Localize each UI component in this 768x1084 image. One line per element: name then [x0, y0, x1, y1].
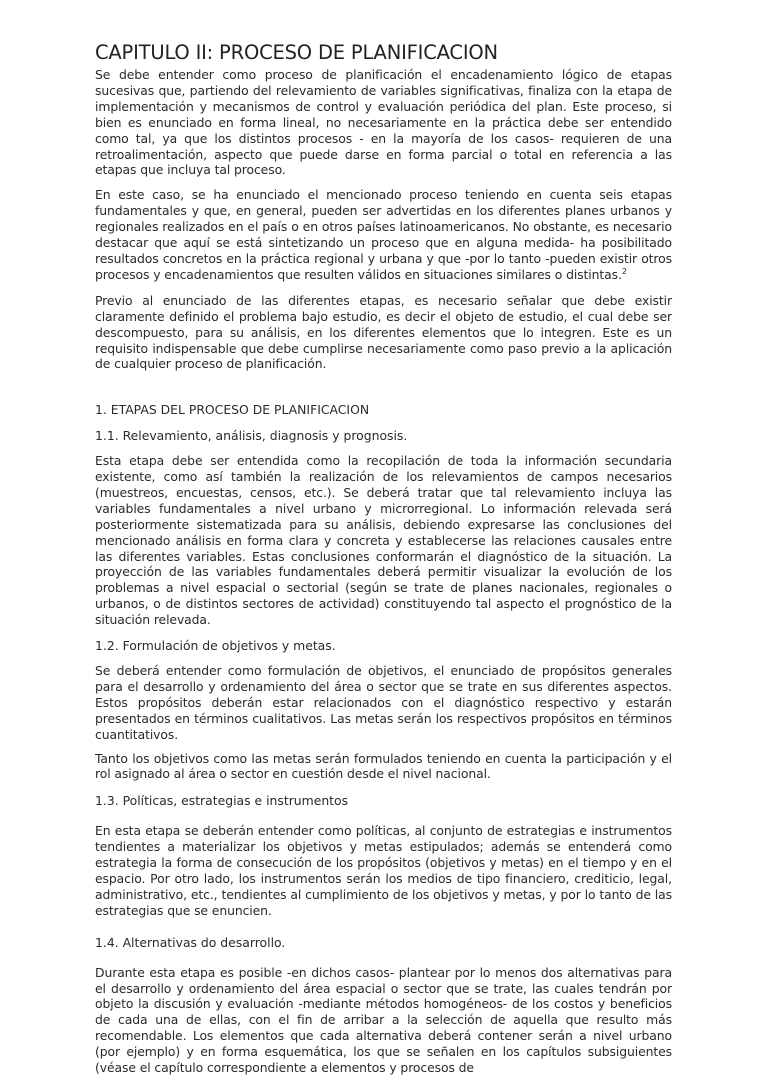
intro-paragraph-1: Se debe entender como proceso de planificación el encadenamiento lógico de etapas sucesivas que, partiendo del relevamiento de variables significativas, finaliza con la etapa de implementación y mecanismos de control y evaluación periódica del plan. Este proceso, si bien es enunciado en forma lineal, no necesariamente en la práctica debe ser entendido como tal, ya que los distintos procesos - en la mayoría de los casos- requieren de una retroalimentación, aspecto que puede darse en forma parcial o total en referencia a las etapas que incluya tal proceso. [95, 67, 672, 178]
footnote-reference: 2 [621, 266, 627, 276]
intro-paragraph-2 [95, 187, 672, 282]
intro-paragraph-2-text: En este caso, se ha enunciado el mencionado proceso teniendo en cuenta seis etapas fundamentales y que, en general, pueden ser advertidas en los diferentes planes urbanos y regionales realizados en el país o en otros países latinoamericanos. No obstante, es necesario destacar que aquí se está sintetizando un proceso que en alguna medida- ha posibilitado resultados concretos en la práctica regional y urbana y que -por lo tanto -pueden existir otros procesos y encadenamientos que resulten válidos en situaciones similares o distintas. [95, 187, 672, 282]
chapter-title: CAPITULO II: PROCESO DE PLANIFICACION [95, 41, 498, 64]
section-heading: 1. ETAPAS DEL PROCESO DE PLANIFICACION [95, 402, 370, 418]
subsection-1-3-paragraph: En esta etapa se deberán entender como políticas, al conjunto de estrategias e instrumentos tendientes a materializar los objetivos y metas estipulados; además se entenderá como estrategia la forma de consecución de los propósitos (objetivos y metas) en el tiempo y en el espacio. Por otro lado, los instrumentos serán los medios de tipo financiero, crediticio, legal, administrativo, etc., tendientes al cumplimiento de los objetivos y metas, y por lo tanto de las estrategias que se enuncien. [95, 823, 672, 918]
subsection-heading-1-1: 1.1. Relevamiento, análisis, diagnosis y prognosis. [95, 428, 408, 444]
subsection-1-2-paragraph-2: Tanto los objetivos como las metas serán formulados teniendo en cuenta la participación y el rol asignado al área o sector en cuestión desde el nivel nacional. [95, 750, 672, 782]
subsection-heading-1-3: 1.3. Políticas, estrategias e instrumentos [95, 793, 349, 809]
subsection-1-4-paragraph: Durante esta etapa es posible -en dichos casos- plantear por lo menos dos alternativas para el desarrollo y ordenamiento del área espacial o sector que se trate, las cuales tendrán por objeto la discusión y evaluación -mediante métodos homogéneos- de los costos y beneficios de cada una de ellas, con el fin de arribar a la selección de aquella que resulto más recomendable. Los elementos que cada alternativa deberá contener serán a nivel urbano (por ejemplo) y en forma esquemática, los que se señalen en los capítulos subsiguientes (véase el capítulo correspondiente a elementos y procesos de [95, 964, 672, 1076]
intro-paragraph-3: Previo al enunciado de las diferentes etapas, es necesario señalar que debe existir claramente definido el problema bajo estudio, es decir el objeto de estudio, el cual debe ser descompuesto, para su análisis, en los diferentes elementos que lo integren. Este es un requisito indispensable que debe cumplirse necesariamente como paso previo a la aplicación de cualquier proceso de planificación. [95, 292, 672, 372]
subsection-heading-1-2: 1.2. Formulación de objetivos y metas. [95, 638, 336, 654]
document-page [95, 40, 672, 1084]
subsection-1-1-paragraph: Esta etapa debe ser entendida como la recopilación de toda la información secundaria existente, como así también la realización de los relevamientos de campos necesarios (muestreos, encuestas, censos, etc.). Se deberá tratar que tal relevamiento incluya las variables fundamentales a nivel urbano y microrregional. Lo información relevada será posteriormente sistematizada para su análisis, debiendo expresarse las conclusiones del mencionado análisis en forma clara y concreta y establecerse las relaciones causales entre las diferentes variables. Estas conclusiones conformarán el diagnóstico de la situación. La proyección de las variables fundamentales deberá permitir visualizar la evolución de los problemas a nivel espacial o sectorial (según se trate de planes nacionales, regionales o urbanos, o de distintos sectores de actividad) constituyendo tal aspecto el prognóstico de la situación relevada. [95, 453, 672, 628]
subsection-heading-1-4: 1.4. Alternativas do desarrollo. [95, 934, 286, 950]
subsection-1-2-paragraph-1: Se deberá entender como formulación de objetivos, el enunciado de propósitos generales para el desarrollo y ordenamiento del área o sector que se trate en sus diferentes aspectos. Estos propósitos deberán estar relacionados con el diagnóstico respectivo y estarán presentados en términos cualitativos. Las metas serán los respectivos propósitos en términos cuantitativos. [95, 663, 672, 742]
